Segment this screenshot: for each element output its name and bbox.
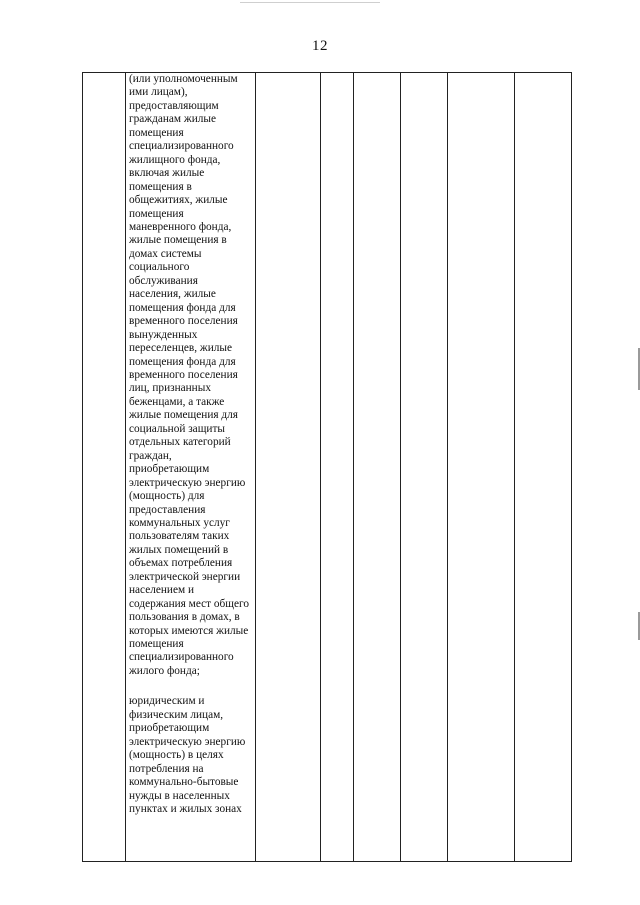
scan-artifact: [240, 2, 380, 3]
table-cell: [354, 73, 401, 862]
description-paragraph: юридическим и физическим лицам, приобретающим электрическую энергию (мощность) в целях потребления на коммунально-бытовые нужды в населенных пунктах и жилых зонах: [129, 695, 246, 816]
table-cell: [321, 73, 354, 862]
description-paragraph: (или уполномоченным ими лицам), предоставляющим гражданам жилые помещения специализированного жилищного фонда, включая жилые помещения в общежитиях, жилые помещения маневренного фонда, жилые помещения в домах системы социального обслуживания населения, жилые помещения фонда для временного поселения вынужденных переселенцев, жилые помещения фонда для временного поселения лиц, признанных беженцами, а также жилые помещения для социальной защиты отдельных категорий граждан, приобретающим электрическую энергию (мощность) для предоставления коммунальных услуг пользователям таких жилых помещений в объемах потребления электрической энергии населением и содержания мест общего пользования в домах, в которых имеются жилые помещения специализированного жилого фонда;: [129, 73, 250, 677]
table-cell-number: [83, 73, 126, 862]
table-cell-description: [126, 73, 256, 862]
tariff-table: [82, 72, 572, 862]
page-number: 12: [312, 38, 328, 54]
table-cell: [401, 73, 448, 862]
table-cell: [515, 73, 572, 862]
table-cell: [448, 73, 515, 862]
table-cell: [256, 73, 321, 862]
table-row: [83, 73, 572, 862]
